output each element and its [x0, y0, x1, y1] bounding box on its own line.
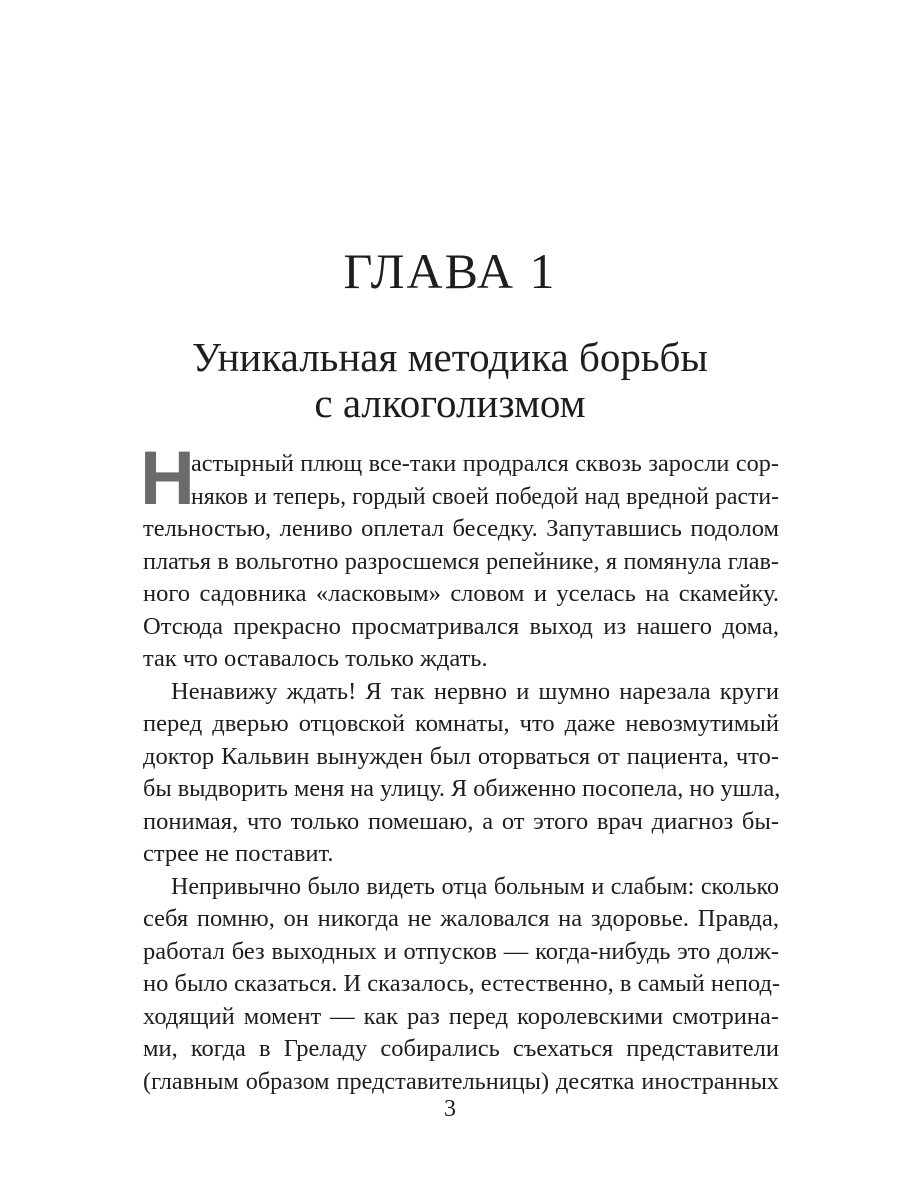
text-line: понимая, что только помешаю, а от этого врач диагноз бы-: [143, 807, 779, 835]
text-line: перед дверью отцовской комнаты, что даже невозмутимый: [143, 710, 779, 737]
chapter-title: [60, 334, 840, 426]
text-line: ми, когда в Греладу собирались съехаться представители: [143, 1035, 779, 1062]
text-line: но было сказаться. И сказалось, естественно, в самый непод-: [143, 970, 781, 997]
text-line: платья в вольготно разросшемся репейнике, я помянула глав-: [143, 547, 779, 575]
text-line: работал без выходных и отпусков — когда-нибудь это долж-: [143, 937, 779, 965]
text-line: Ненавижу ждать! Я так нервно и шумно нарезала круги: [171, 677, 779, 705]
body-text: [143, 448, 779, 1098]
text-line: Отсюда прекрасно просматривался выход из нашего дома,: [143, 612, 779, 640]
page-number: 3: [444, 1096, 456, 1122]
text-line: доктор Кальвин вынужден был оторваться от пациента, что-: [143, 742, 779, 770]
text-line: так что оставалось только ждать.: [143, 645, 488, 672]
drop-cap: Н: [140, 436, 195, 521]
chapter-title-line-1: Уникальная методика борьбы: [192, 334, 708, 380]
text-line: (главным образом представительницы) десятка иностранных: [143, 1067, 779, 1095]
chapter-number: ГЛАВА 1: [343, 243, 557, 299]
text-line: себя помню, он никогда не жаловался на здоровье. Правда,: [143, 905, 779, 932]
text-line: Непривычно было видеть отца больным и слабым: сколько: [171, 873, 779, 900]
text-line: ного садовника «ласковым» словом и уселась на скамейку.: [143, 580, 779, 607]
text-line: бы выдворить меня на улицу. Я обиженно посопела, но ушла,: [143, 775, 781, 802]
chapter-title-line-2: с алкоголизмом: [314, 380, 586, 426]
text-line: стрее не поставит.: [143, 840, 334, 867]
text-line: ходящий момент — как раз перед королевскими смотрина-: [143, 1002, 779, 1030]
text-line: астырный плющ все-таки продрался сквозь заросли сор-: [191, 450, 779, 477]
text-line: няков и теперь, гордый своей победой над вредной расти-: [191, 483, 779, 510]
text-line: тельностью, лениво оплетал беседку. Запутавшись подолом: [143, 515, 779, 542]
